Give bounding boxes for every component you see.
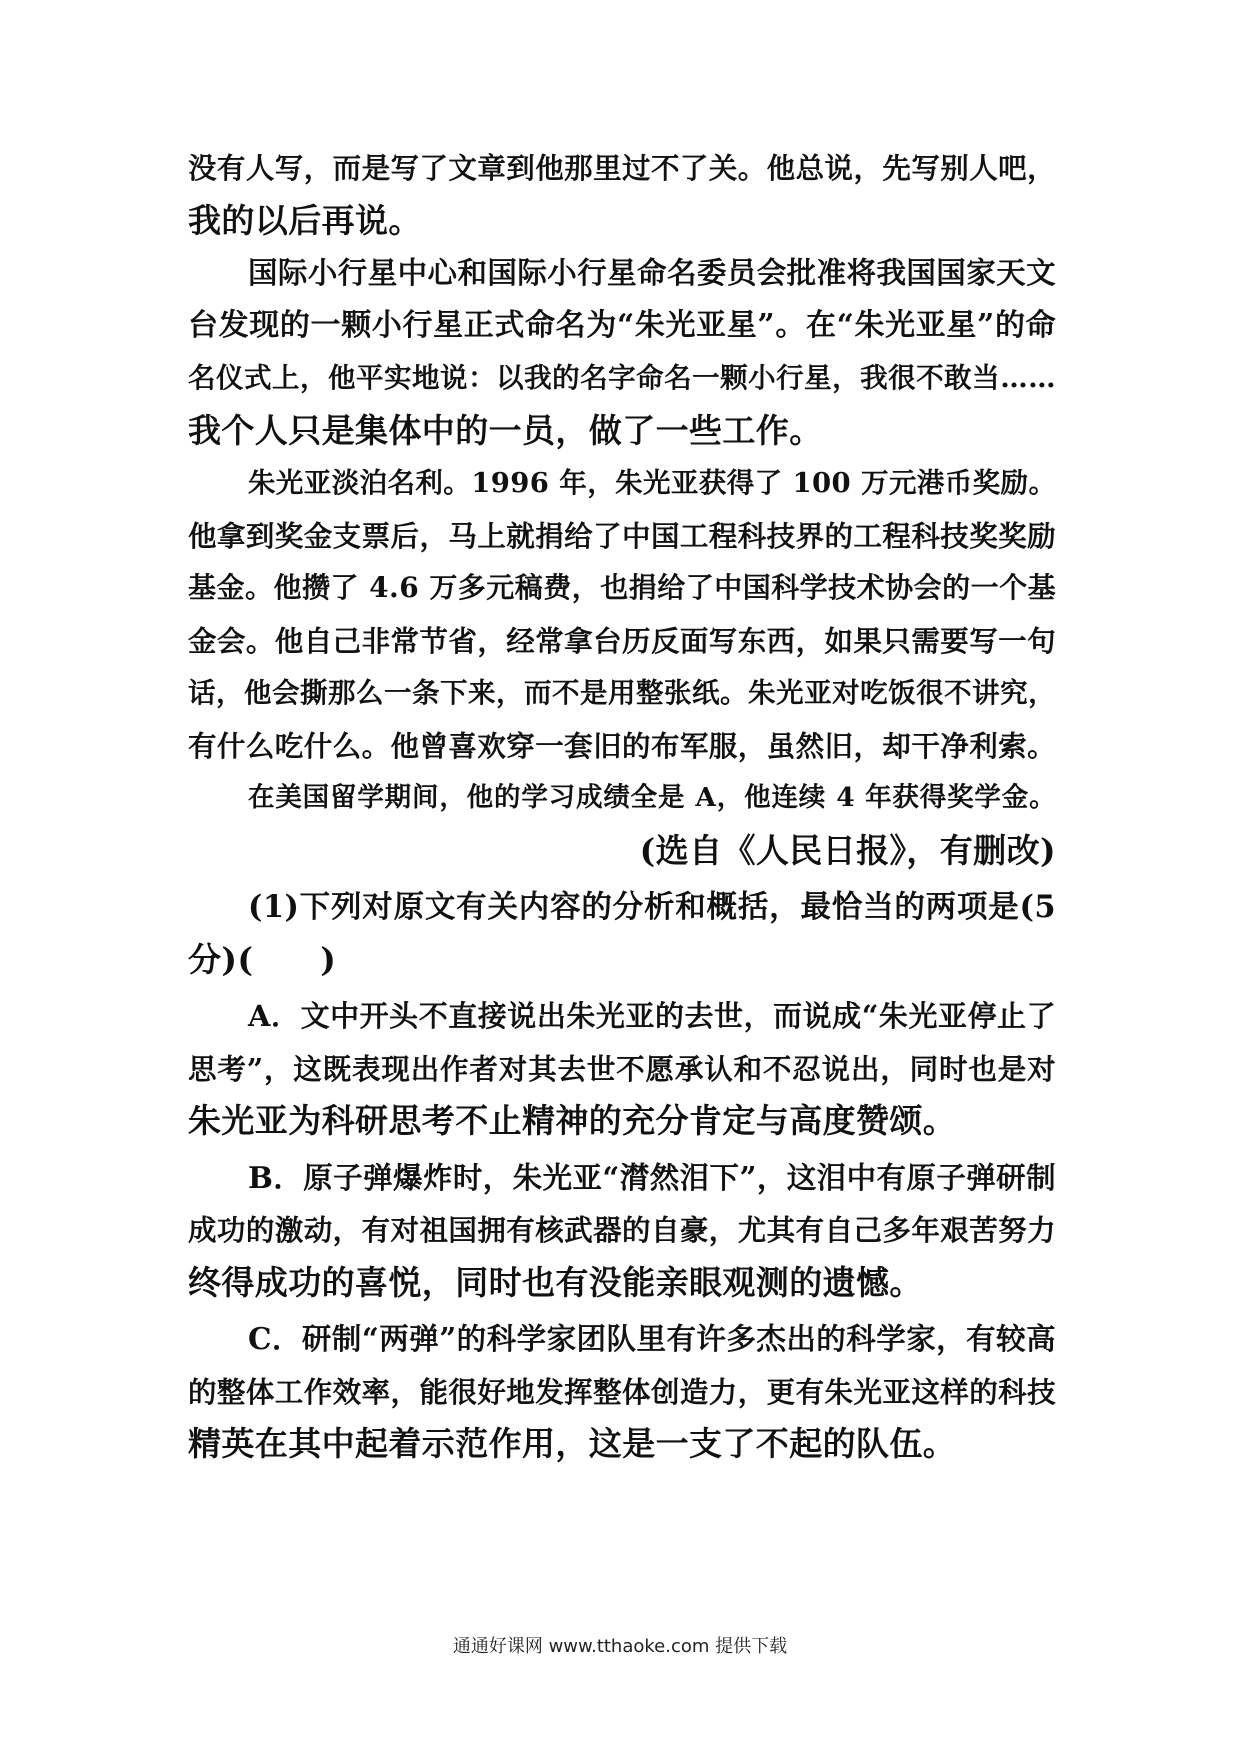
question-stem: (1)下列对原文有关内容的分析和概括，最恰当的两项是(5 xyxy=(248,889,1056,925)
page-footer: 通通好课网 www.tthaoke.com 提供下载 xyxy=(452,1636,788,1657)
text-line: 基金。他攒了 4.6 万多元稿费，也捐给了中国科学技术协会的一个基 xyxy=(188,571,1056,604)
paragraph-start: 国际小行星中心和国际小行星命名委员会批准将我国国家天文 xyxy=(248,255,1056,290)
option-c: C．研制“两弹”的科学家团队里有许多杰出的科学家，有较高 xyxy=(248,1321,1056,1356)
text-line: 我个人只是集体中的一员，做了一些工作。 xyxy=(188,410,823,450)
paragraph-start: 朱光亚淡泊名利。1996 年，朱光亚获得了 100 万元港币奖励。 xyxy=(248,467,1057,499)
text-line: 他拿到奖金支票后，马上就捐给了中国工程科技界的工程科技奖奖励 xyxy=(188,518,1056,553)
paragraph-start: 在美国留学期间，他的学习成绩全是 A，他连续 4 年获得奖学金。 xyxy=(248,782,1056,813)
text-line: 金会。他自己非常节省，经常拿台历反面写东西，如果只需要写一句 xyxy=(188,623,1056,658)
source-citation: (选自《人民日报》，有删改) xyxy=(639,830,1056,870)
question-stem-cont: 分)( ) xyxy=(188,939,337,979)
option-a-line: 思考”，这既表现出作者对其去世不愿承认和不忍说出，同时也是对 xyxy=(188,1051,1056,1086)
text-line: 我的以后再说。 xyxy=(188,200,422,240)
option-a: A．文中开头不直接说出朱光亚的去世，而说成“朱光亚停止了 xyxy=(248,999,1056,1033)
text-line: 名仪式上，他平实地说：以我的名字命名一颗小行星，我很不敢当…… xyxy=(188,362,1056,394)
text-line: 台发现的一颗小行星正式命名为“朱光亚星”。在“朱光亚星”的命 xyxy=(188,307,1056,343)
option-a-line: 朱光亚为科研思考不止精神的充分肯定与高度赞颂。 xyxy=(188,1101,957,1140)
document-body xyxy=(188,142,1056,1471)
text-line: 没有人写，而是写了文章到他那里过不了关。他总说，先写别人吧， xyxy=(188,151,1056,185)
option-c-line: 的整体工作效率，能很好地发挥整体创造力，更有朱光亚这样的科技 xyxy=(188,1374,1056,1409)
option-b-line: 成功的激动，有对祖国拥有核武器的自豪，尤其有自己多年艰苦努力 xyxy=(188,1213,1056,1247)
option-b-line: 终得成功的喜悦，同时也有没能亲眼观测的遗憾。 xyxy=(188,1262,923,1302)
text-line: 有什么吃什么。他曾喜欢穿一套旧的布军服，虽然旧，却干净利索。 xyxy=(188,728,1056,763)
option-c-line: 精英在其中起着示范作用，这是一支了不起的队伍。 xyxy=(188,1424,957,1463)
text-line: 话，他会撕那么一条下来，而不是用整张纸。朱光亚对吃饭很不讲究， xyxy=(188,677,1056,709)
option-b: B．原子弹爆炸时，朱光亚“潸然泪下”，这泪中有原子弹研制 xyxy=(248,1159,1056,1195)
